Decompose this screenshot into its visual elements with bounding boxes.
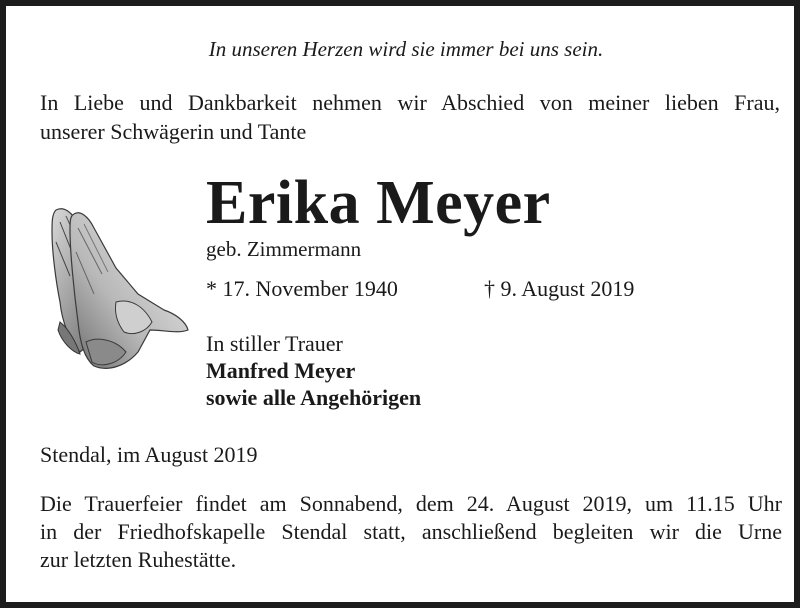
mourner-name: Manfred Meyer [206,358,356,383]
mourners-block [206,330,421,411]
deceased-name: Erika Meyer [206,169,551,237]
ceremony-line-3: zur letzten Ruhestätte. [40,547,237,572]
intro-line-1: In Liebe und Dankbarkeit nehmen wir Abschied von meiner lieben Frau, [40,90,780,115]
ceremony-text [40,490,782,574]
place-date: Stendal, im August 2019 [40,442,258,467]
birth-date: * 17. November 1940 [206,276,398,301]
ceremony-line-1: Die Trauerfeier findet am Sonnabend, dem 24. August 2019, um 11.15 Uhr [40,491,782,516]
mourners-intro: In stiller Trauer [206,331,343,356]
ceremony-line-2: in der Friedhofskapelle Stendal statt, anschließend begleiten wir die Urne [40,519,782,544]
motto: In unseren Herzen wird sie immer bei uns sein. [208,37,604,61]
intro-text [40,88,780,146]
mourner-others: sowie alle Angehörigen [206,385,422,410]
praying-hands-icon [46,202,196,374]
death-date: † 9. August 2019 [484,276,635,301]
maiden-name: geb. Zimmermann [206,237,362,261]
intro-line-2: unserer Schwägerin und Tante [40,119,307,144]
